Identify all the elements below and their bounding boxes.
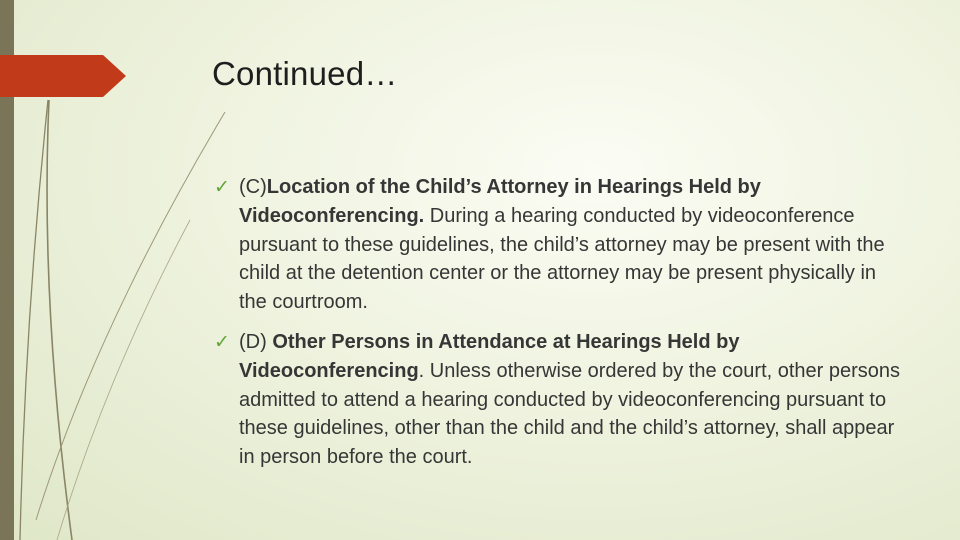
bullet-text: During a hearing conducted by videoconference pursuant to these guidelines, the child’s attorney may be present with the child at the detention center or the attorney may be present physically in the courtroom. [239,204,885,314]
bullet-text: . Unless otherwise ordered by the court, other persons admitted to attend a hearing conducted by videoconferencing pursuant to these guidelines, other than the child and the child’s attorney, shall appear in person before the court. [239,359,901,469]
bullet-heading: Other Persons in Attendance at Hearings Held by Videoconferencing [239,330,740,382]
slide-title: Continued… [212,55,398,92]
check-icon: ✓ [214,176,230,198]
check-icon: ✓ [214,330,230,353]
bullet-item [214,328,904,472]
bullet-prefix: (D) [239,330,273,353]
bullet-item [214,173,904,317]
bullet-prefix: (C) [239,176,267,198]
title-accent-tab [0,55,126,97]
bullet-list [214,173,904,483]
bullet-heading: Location of the Child’s Attorney in Hearings Held by Videoconferencing. [239,176,761,227]
